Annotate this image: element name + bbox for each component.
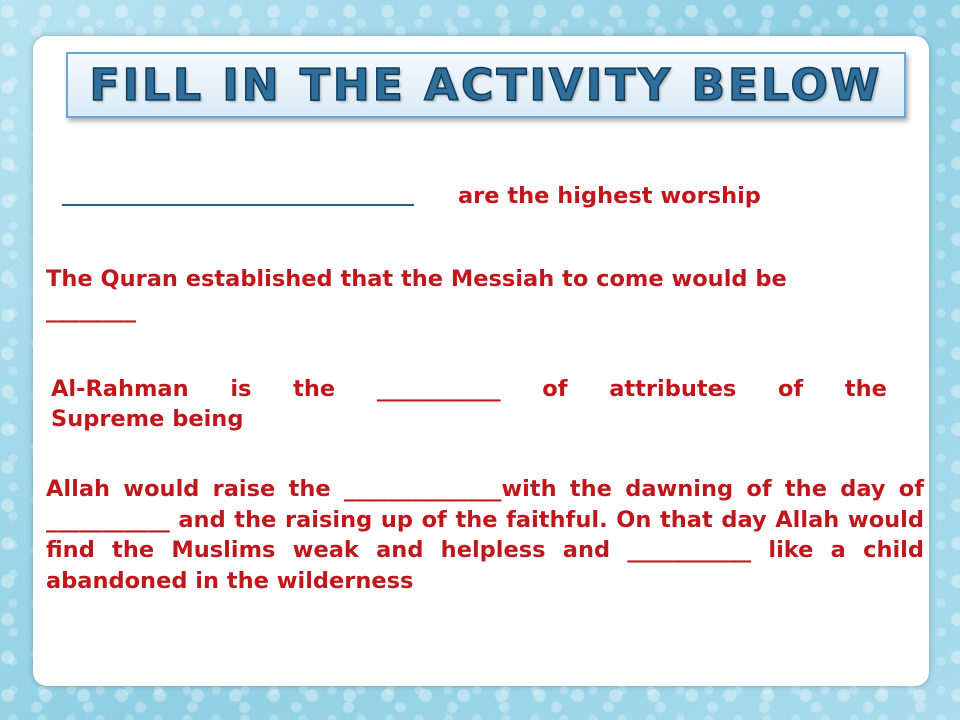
question-3-line1 bbox=[51, 374, 887, 404]
q3-word: attributes bbox=[609, 376, 737, 402]
question-3 bbox=[51, 374, 887, 434]
question-2 bbox=[46, 264, 926, 325]
question-2-blank: ________ bbox=[46, 297, 136, 323]
question-3-line2: Supreme being bbox=[51, 406, 244, 432]
question-4: Allah would raise the ______________with the dawning of the day of ___________ and the raising up of the faithful. On that day Allah would find the Muslims weak and helpless and ___________ like a child abandoned in the wilderness bbox=[46, 476, 924, 594]
q3-word: is bbox=[230, 376, 252, 402]
question-1-text: are the highest worship bbox=[458, 183, 761, 209]
q3-word: the bbox=[293, 376, 336, 402]
q3-word: Al-Rahman bbox=[51, 376, 189, 402]
q3-word: of bbox=[777, 376, 804, 402]
q3-word: the bbox=[844, 376, 887, 402]
title-banner bbox=[66, 52, 906, 118]
blank-line-q1 bbox=[62, 204, 414, 206]
question-2-line1: The Quran established that the Messiah to come would be bbox=[46, 266, 787, 292]
q3-blank: ___________ bbox=[376, 376, 501, 402]
page-title: FILL IN THE ACTIVITY BELOW bbox=[89, 59, 883, 111]
q3-word: of bbox=[542, 376, 568, 402]
